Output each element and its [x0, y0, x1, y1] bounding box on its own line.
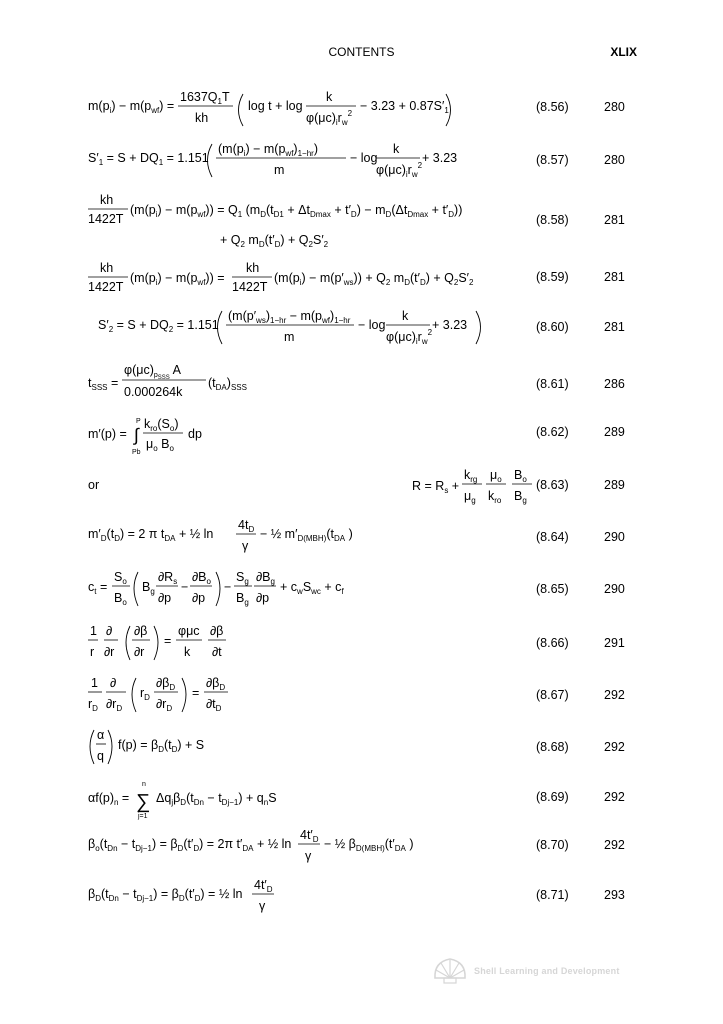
svg-text:1637Q1T: $1637Q_1T$ [180, 90, 230, 106]
svg-text:So: $S_o$ [114, 570, 127, 586]
svg-text:− log: − log [358, 318, 386, 332]
page-number: 280 [604, 153, 625, 167]
equation-ref: (8.68) [536, 740, 569, 754]
svg-text:φ(μc)pSSS A: $\varphi(\mu c)_pSSS$ A [124, 363, 181, 381]
svg-text:n: n [142, 781, 146, 788]
equation-8-62 [88, 414, 268, 459]
svg-text:μo: $\mu_o$ [490, 468, 502, 484]
svg-text:∂t: ∂t [212, 645, 222, 659]
page-number: 291 [604, 636, 625, 650]
svg-text:(m(pi) − m(pwf)) =: $(m(p_i) - m(p_{wf}))$ = [130, 271, 225, 287]
or-label: or [88, 478, 100, 492]
page-number: 293 [604, 888, 625, 902]
svg-text:dp: dp [188, 427, 202, 441]
svg-text:k: k [184, 645, 191, 659]
svg-text:∂rD: $\partial r_D$ [156, 697, 173, 713]
svg-text:S′1 = S + DQ1 = 1.151: $S'_1 = S + DQ_1 = 1.151$ [88, 151, 209, 167]
equation-ref: (8.62) [536, 425, 569, 439]
svg-text:1422T: 1422T [88, 280, 124, 294]
svg-text:log t + log: log t + log [248, 99, 303, 113]
svg-text:R = Rs +: $R = R_s$ + [412, 479, 460, 495]
equation-8-67 [88, 674, 258, 719]
svg-text:k: k [393, 142, 400, 156]
svg-text:j=1: j=1 [138, 813, 148, 820]
svg-text:1422T: 1422T [88, 212, 124, 226]
equation-ref: (8.59) [536, 270, 569, 284]
equation-ref: (8.64) [536, 530, 569, 544]
svg-text:Bo: $B_o$ [514, 468, 527, 484]
shell-logo-icon [432, 956, 468, 986]
equation-8-64 [88, 516, 388, 559]
svg-text:αf(p)n =: $\alpha f(p)_n$ = [88, 791, 130, 807]
svg-text:kh: kh [100, 193, 114, 207]
svg-text:φμc: φμc [178, 624, 200, 638]
page-number: 292 [604, 688, 625, 702]
svg-text:+ Q2 mD(t′D) + Q2S′2: + $Q_2$ $m_D(t'_D) + Q_2S'_2$ [220, 233, 329, 249]
page-number: 286 [604, 377, 625, 391]
svg-text:4t′D: $4t'_D$ [300, 828, 319, 844]
svg-text:∑: ∑ [136, 791, 151, 813]
svg-text:0.000264k: 0.000264k [124, 385, 183, 399]
svg-text:1422T: 1422T [232, 280, 268, 294]
svg-text:∂r: ∂r [134, 645, 145, 659]
page-number: 289 [604, 425, 625, 439]
svg-text:−: − [181, 580, 189, 594]
equation-8-61 [88, 362, 308, 407]
svg-text:∂tD: $\partial t_D$ [206, 697, 222, 713]
equation-8-63 [412, 466, 536, 511]
svg-text:Bg: $B_g$ [142, 580, 155, 596]
footer-brand-text: Shell Learning and Development [474, 966, 620, 976]
svg-text:k: k [402, 309, 409, 323]
equation-ref: (8.65) [536, 582, 569, 596]
svg-text:f(p) = βD(tD) + S: $f(p) = \beta_D(t_D) + S$ [118, 738, 205, 754]
svg-text:∂βD: $\partial\beta_D$ [206, 676, 226, 692]
svg-text:kro: $k_{ro}$ [488, 489, 502, 505]
equation-ref: (8.70) [536, 838, 569, 852]
svg-text:(m(p′ws)1−hr − m(pwf)1−hr: ($m(p'_{ws})_{1-hr} - m(p_{wf})_{1-hr}$ [228, 309, 351, 325]
svg-text:Pb: Pb [132, 449, 141, 456]
svg-text:∂r: ∂r [104, 645, 115, 659]
svg-text:∂p: ∂p [192, 591, 206, 605]
svg-text:∂p: ∂p [256, 591, 270, 605]
svg-text:tSSS =: $t_{SSS}$ = [88, 376, 119, 392]
svg-text:k: k [326, 90, 333, 104]
svg-text:∂Bg: $\partial B_g$ [256, 570, 275, 586]
equation-ref: (8.67) [536, 688, 569, 702]
equation-8-57 [88, 140, 458, 183]
svg-text:φ(μc)irw2: $\varphi(\mu c)_ir_w^2$ [386, 328, 433, 346]
svg-text:− log: − log [350, 151, 378, 165]
equation-8-66 [88, 622, 248, 667]
svg-text:P: P [136, 418, 141, 425]
svg-text:m(pi) − m(pwf) =: $m(p_i) - m(p_{wf})$ = [88, 99, 175, 115]
footer-brand [432, 956, 620, 986]
page-number: 281 [604, 213, 625, 227]
svg-text:m: m [274, 163, 285, 177]
svg-text:∂: ∂ [106, 624, 113, 638]
equation-ref: (8.56) [536, 100, 569, 114]
svg-text:+ 3.23: + 3.23 [422, 151, 458, 165]
equation-8-60 [98, 307, 488, 350]
svg-text:Sg: $S_g$ [236, 570, 249, 586]
svg-text:− 3.23 + 0.87S′1: − $3.23 + 0.87S'_1$ [360, 99, 449, 115]
page-header-title: CONTENTS [328, 45, 395, 59]
svg-text:∫: ∫ [134, 425, 139, 445]
page-number: 290 [604, 582, 625, 596]
equation-8-68 [88, 726, 268, 771]
svg-text:kh: kh [246, 261, 260, 275]
svg-text:γ: γ [305, 849, 312, 863]
svg-text:∂p: ∂p [158, 591, 172, 605]
svg-text:(m(pi) − m(pwf)1−hr): $(m(p_i) - m(p_{wf})_{1-hr})$ [218, 142, 318, 158]
equation-ref: (8.57) [536, 153, 569, 167]
equation-8-71 [88, 876, 328, 921]
equation-ref: (8.61) [536, 377, 569, 391]
svg-text:rD: $r_D$ [140, 686, 150, 702]
equation-8-70 [88, 826, 428, 871]
svg-text:∂β: ∂β [210, 624, 224, 638]
svg-text:α: α [97, 728, 105, 742]
svg-text:φ(μc)irw2: $\varphi(\mu c)_ir_w^2$ [376, 161, 423, 179]
equation-ref: (8.71) [536, 888, 569, 902]
page-number: 281 [604, 320, 625, 334]
svg-text:m′D(tD) = 2 π tDA + ½ ln: $m'_D(t_D) = 2$ π $t_{DA}$ + ½ ln [88, 527, 214, 543]
svg-text:Bg: $B_g$ [236, 591, 249, 607]
svg-text:m′(p) =: m′(p) = [88, 427, 127, 441]
svg-text:− ½ βD(MBH)(t′DA ): − ½ $\beta_{D(MBH)}(t'_{DA}$ ) [324, 837, 414, 853]
page-number-roman: XLIX [610, 45, 637, 59]
svg-text:∂β: ∂β [134, 624, 148, 638]
equation-ref: (8.63) [536, 478, 569, 492]
svg-text:m: m [284, 330, 295, 344]
svg-text:∂βD: $\partial\beta_D$ [156, 676, 176, 692]
svg-text:∂Bo: $\partial B_o$ [192, 570, 211, 586]
equation-ref: (8.66) [536, 636, 569, 650]
equation-8-65 [88, 568, 368, 613]
svg-text:∂rD: $\partial r_D$ [106, 697, 123, 713]
svg-text:−: − [224, 580, 232, 594]
svg-text:∂Rs: $\partial R_s$ [158, 570, 178, 586]
svg-text:1: 1 [91, 676, 98, 690]
svg-text:(m(pi) − m(pwf)) = Q1 (mD(tD1: $(m(p_i) - m(p_{wf})) = Q_1$ $(m_D(t_{D1} + \Delta t_{Dmax} + t'_D) - m_D(\Delta t_{Dmax} + t'_D))$ [130, 203, 463, 219]
svg-text:+ 3.23: + 3.23 [432, 318, 468, 332]
equation-ref: (8.60) [536, 320, 569, 334]
page-number: 289 [604, 478, 625, 492]
svg-text:kh: kh [100, 261, 114, 275]
svg-text:S′2 = S + DQ2 = 1.151: $S'_2 = S + DQ_2 = 1.151$ [98, 318, 219, 334]
page-number: 280 [604, 100, 625, 114]
svg-text:4t′D: $4t'_D$ [254, 878, 273, 894]
svg-text:krg: $k_{rg}$ [464, 468, 478, 484]
page-number: 292 [604, 790, 625, 804]
equation-8-56 [88, 90, 468, 133]
svg-text:γ: γ [259, 899, 266, 913]
equation-ref: (8.58) [536, 213, 569, 227]
svg-text:βD(tDn − tDj−1) = βD(t′D) = ½: $\beta_D(t_{Dn} - t_{Dj-1}) = \beta_D(t'_D)$ = ½ ln [88, 887, 243, 903]
svg-text:∂: ∂ [110, 676, 117, 690]
page-number: 292 [604, 838, 625, 852]
page-number: 281 [604, 270, 625, 284]
svg-text:+ cwSwc + cf: + $c_wS_{wc} + c_f$ [280, 580, 344, 596]
svg-text:γ: γ [242, 539, 249, 553]
svg-text:μg: $\mu_g$ [464, 489, 476, 505]
svg-text:βo(tDn − tDj−1) = βD(t′D) = 2π: $\beta_o(t_{Dn} - t_{Dj-1}) = \beta_D(t'_D) = 2\pi$ $t'_{DA}$ + ½ ln [88, 837, 292, 853]
svg-text:4tD: $4t_D$ [238, 518, 255, 534]
svg-text:μo Bo: $\mu_o$ $B_o$ [146, 437, 174, 453]
svg-text:(tDA)SSS: $(t_{DA})_{SSS}$ [208, 376, 247, 392]
svg-text:1: 1 [90, 624, 97, 638]
svg-text:ct =: $c_t$ = [88, 580, 108, 596]
svg-text:(m(pi) − m(p′ws)) + Q2 mD(t′D: $(m(p_i) - m(p'_{ws})) + Q_2$ $m_D(t'_D) + Q_2S'_2$ [274, 271, 474, 287]
equation-8-59 [88, 260, 488, 299]
svg-text:kro(So): $k_{ro}(S_o)$ [144, 417, 179, 433]
svg-text:=: = [164, 634, 172, 648]
equation-8-69 [88, 780, 308, 825]
svg-text:− ½ m′D(MBH)(tDA ): − ½ $m'_{D(MBH)}(t_{DA}$ ) [260, 527, 353, 543]
svg-text:φ(μc)irw2: $\varphi(\mu c)_ir_w^2$ [306, 109, 353, 127]
svg-text:q: q [97, 749, 104, 763]
svg-text:Bo: $B_o$ [114, 591, 127, 607]
svg-text:ΔqjβD(tDn − tDj−1) + qnS: $\Delta q_j\beta_D(t_{Dn} - t_{Dj-1}) + q_nS$ [156, 791, 277, 807]
svg-text:=: = [192, 686, 200, 700]
svg-text:kh: kh [195, 111, 209, 125]
page-number: 290 [604, 530, 625, 544]
equation-ref: (8.69) [536, 790, 569, 804]
svg-text:r: r [90, 645, 95, 659]
page-number: 292 [604, 740, 625, 754]
svg-text:rD: $r_D$ [88, 697, 98, 713]
equation-8-58 [88, 192, 488, 255]
svg-text:Bg: $B_g$ [514, 489, 527, 505]
